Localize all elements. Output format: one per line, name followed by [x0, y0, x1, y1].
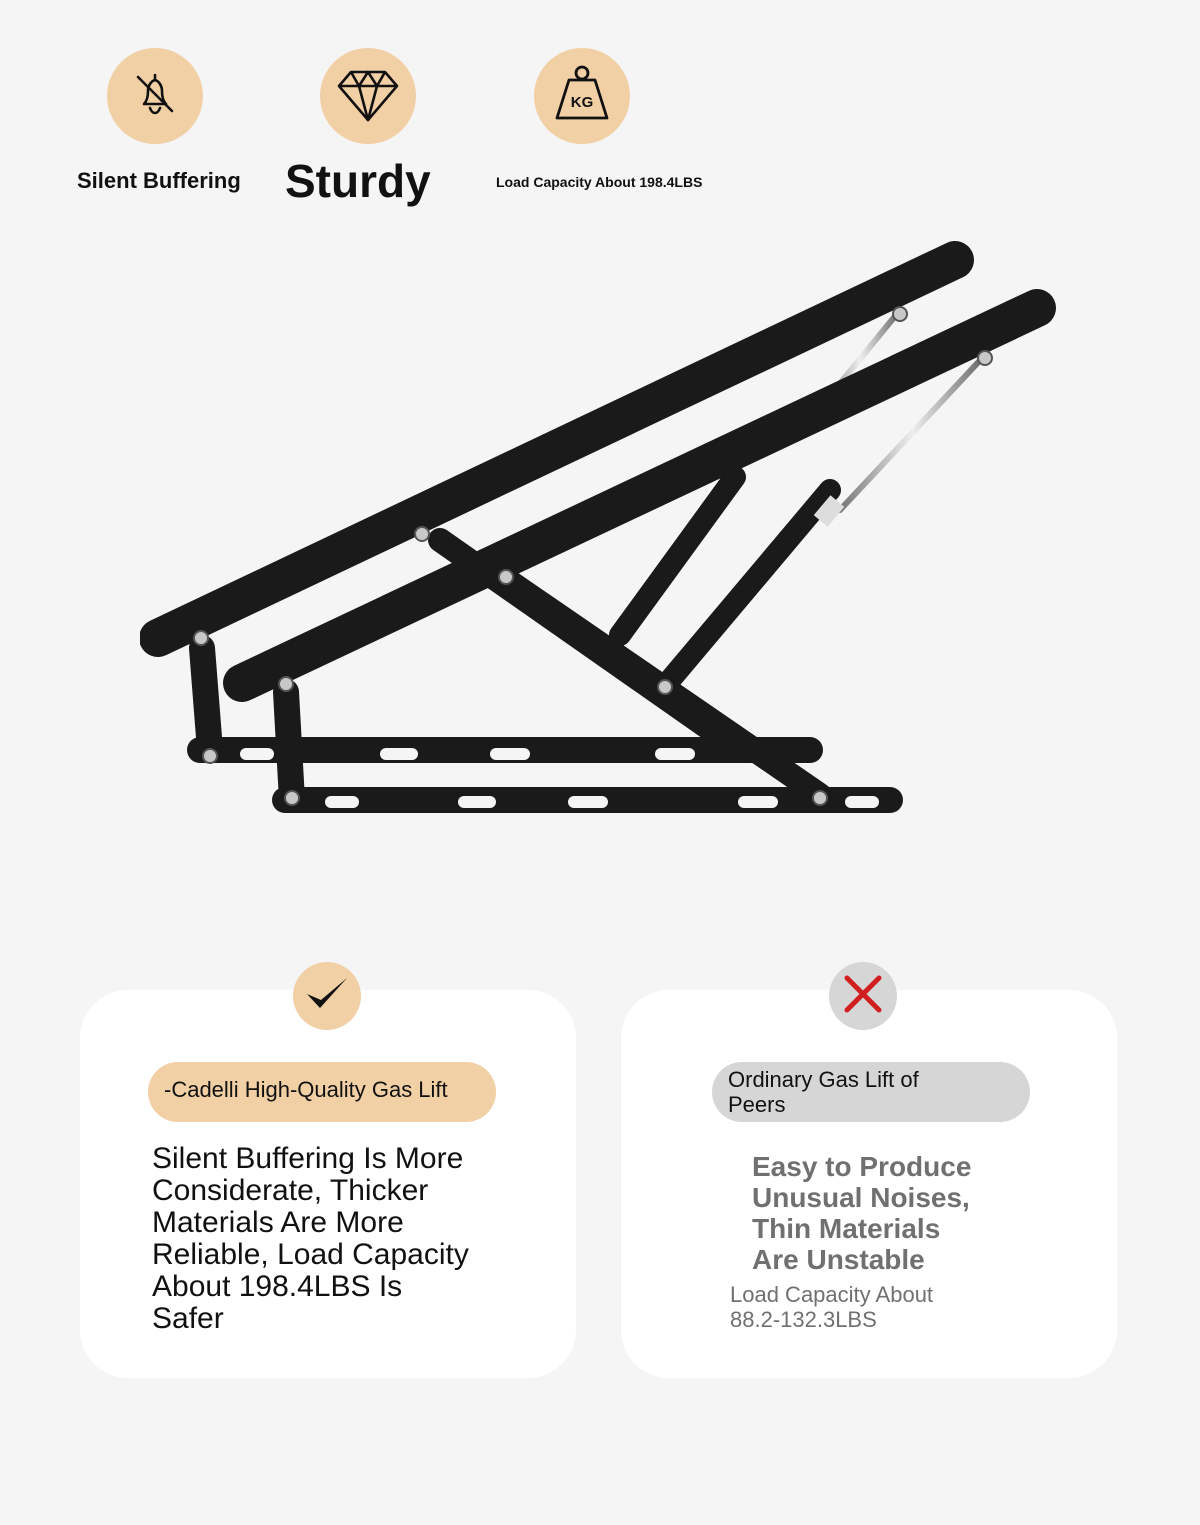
good-title: -Cadelli High-Quality Gas Lift	[164, 1077, 448, 1102]
svg-text:KG: KG	[570, 93, 594, 111]
good-desc-line: About 198.4LBS Is	[152, 1270, 403, 1303]
feature-icon-circle-3	[534, 48, 630, 144]
gas-lift-mechanism-image	[140, 240, 1070, 840]
bad-desc-line: Unusual Noises,	[752, 1182, 970, 1213]
bad-description	[752, 1151, 971, 1275]
bad-desc-line: Are Unstable	[752, 1244, 925, 1275]
feature-label-silent: Silent Buffering	[77, 168, 241, 193]
good-desc-line: Safer	[152, 1302, 224, 1335]
bad-title-pill	[712, 1062, 1030, 1122]
bad-sub-line: 88.2-132.3LBS	[730, 1307, 877, 1332]
cross-icon	[841, 972, 885, 1021]
good-title-pill	[148, 1062, 496, 1122]
diamond-icon	[335, 64, 401, 129]
weight-kg-icon	[552, 63, 612, 130]
good-desc-line: Materials Are More	[152, 1206, 404, 1239]
bad-title-line: Ordinary Gas Lift of	[728, 1067, 919, 1092]
bad-title-line: Peers	[728, 1092, 786, 1117]
feature-label-load: Load Capacity About 198.4LBS	[496, 174, 703, 190]
cross-badge	[829, 962, 897, 1030]
feature-icon-circle-2	[320, 48, 416, 144]
good-desc-line: Silent Buffering Is More	[152, 1142, 464, 1175]
bad-subtext	[730, 1282, 933, 1332]
feature-icon-circle-1	[107, 48, 203, 144]
bad-desc-line: Thin Materials	[752, 1213, 941, 1244]
bad-desc-line: Easy to Produce	[752, 1151, 972, 1182]
good-desc-line: Reliable, Load Capacity	[152, 1238, 469, 1271]
check-icon	[304, 974, 350, 1019]
good-desc-line: Considerate, Thicker	[152, 1174, 429, 1207]
check-badge	[293, 962, 361, 1030]
good-description	[152, 1143, 469, 1335]
bell-off-icon	[127, 66, 183, 127]
bad-sub-line: Load Capacity About	[730, 1282, 934, 1307]
feature-label-sturdy: Sturdy	[285, 155, 431, 207]
